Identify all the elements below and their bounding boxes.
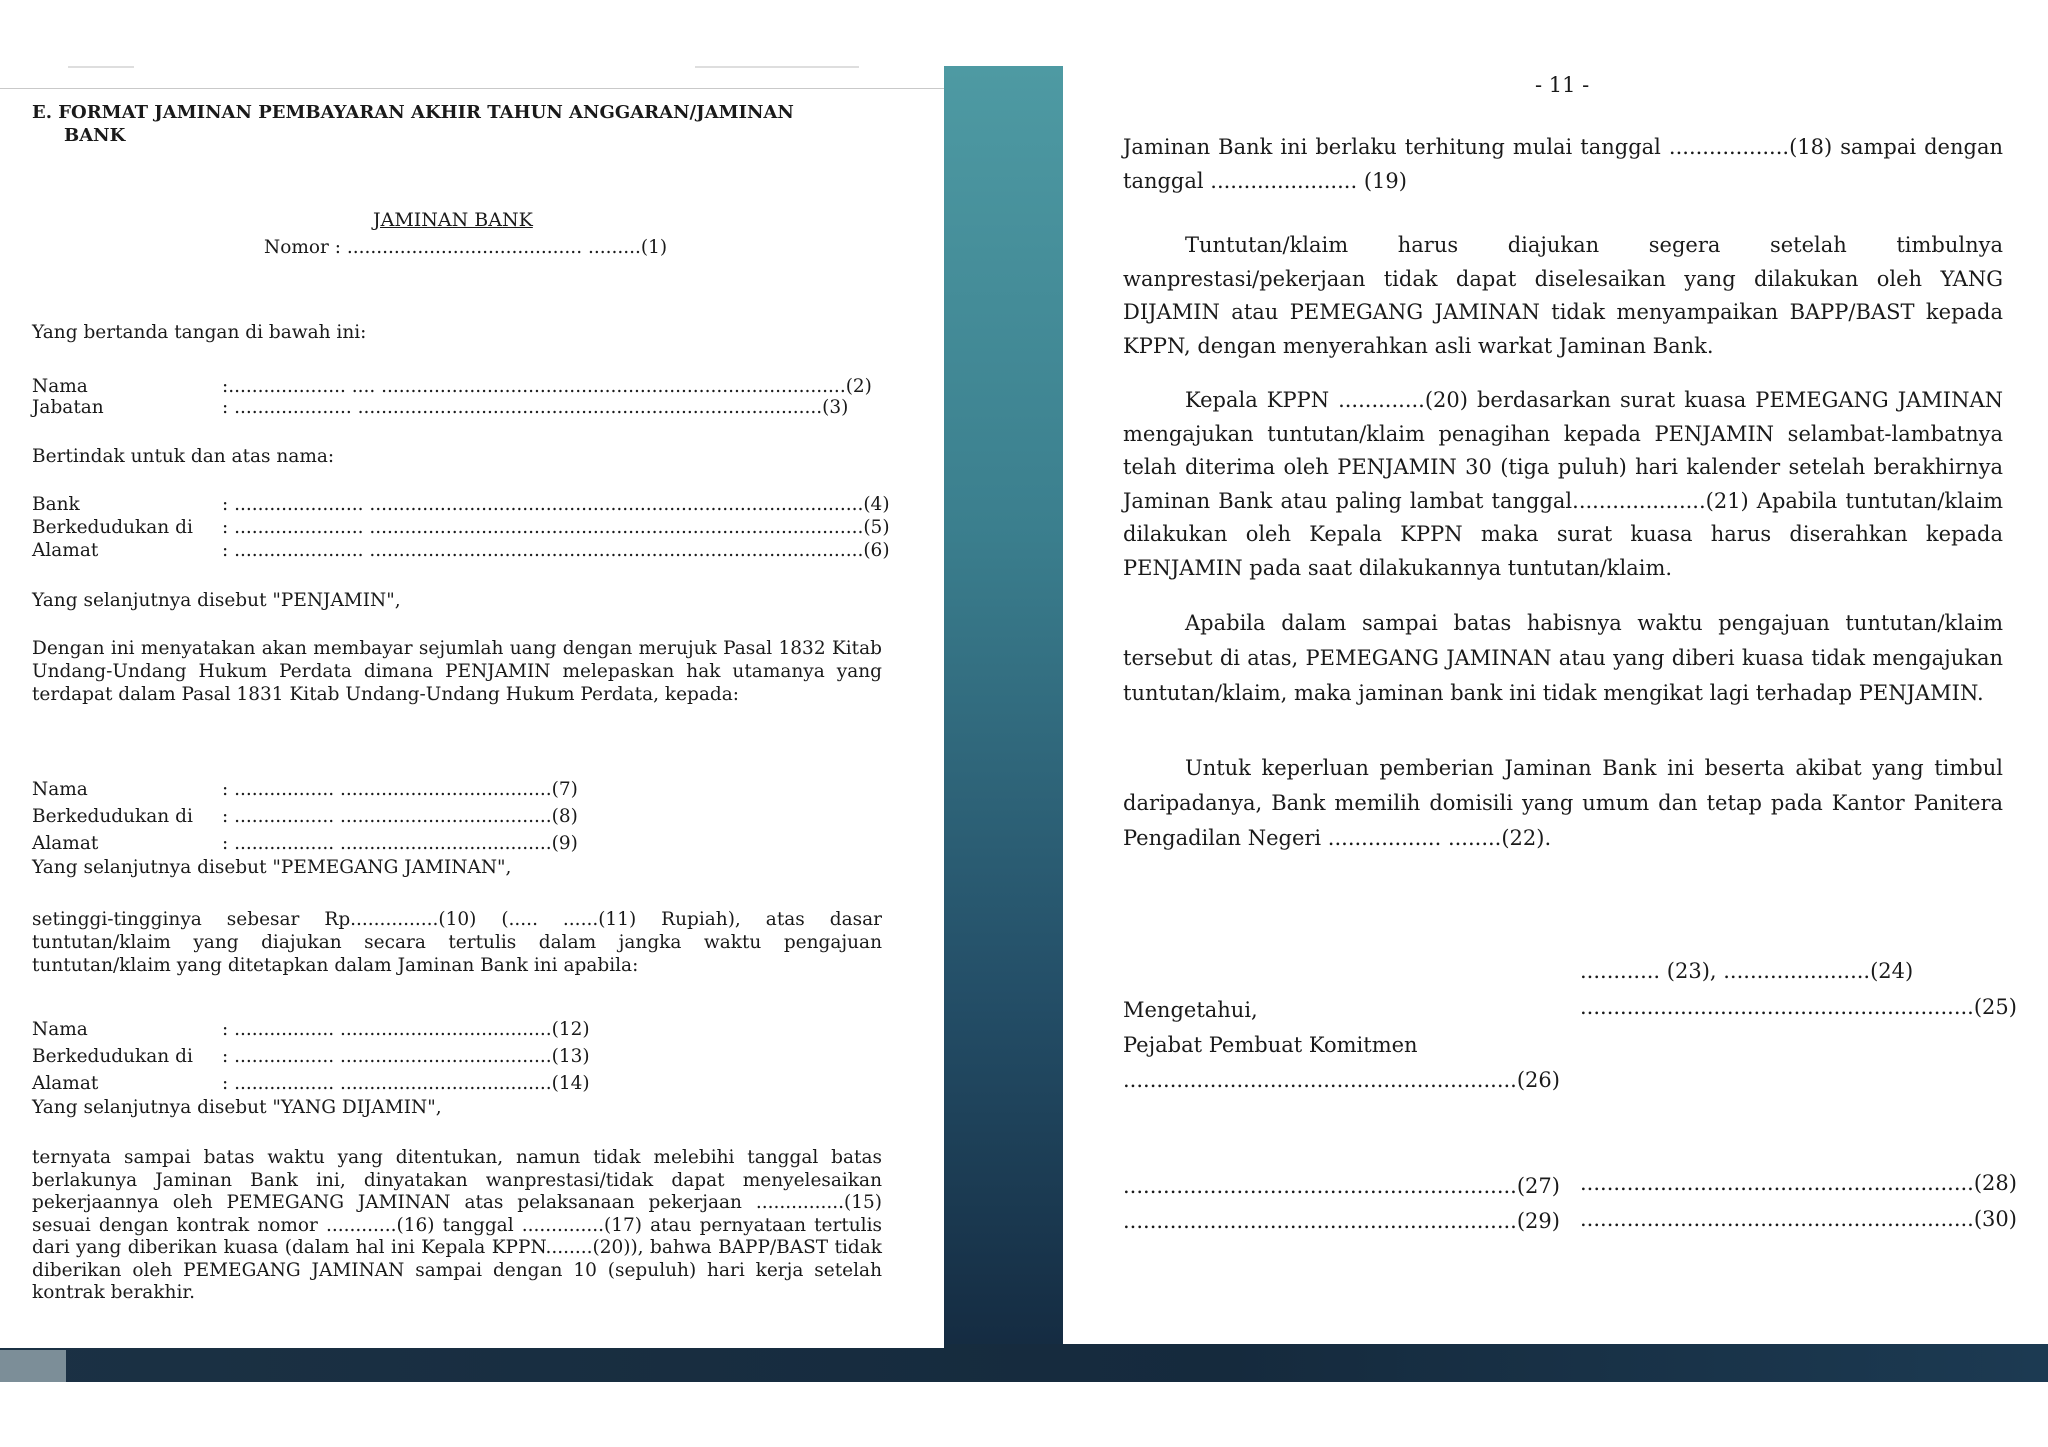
signature-line-26: ...........................................................(26) [1123, 1068, 1560, 1092]
amount-clause: setinggi-tingginya sebesar Rp...............(10) (..... ......(11) Rupiah), atas dasar tuntutan/klaim yang diajukan secara tertulis dalam jangka waktu pengajuan tuntutan/klaim yang ditetapkan dalam Jaminan Bank ini apabila: [32, 909, 882, 976]
field-value: :.................... .... ...............................................................................(2) [222, 376, 872, 397]
signature-line-27: ...........................................................(27) [1123, 1174, 1560, 1198]
section-heading: E. FORMAT JAMINAN PEMBAYARAN AKHIR TAHUN ANGGARAN/JAMINAN [32, 102, 794, 123]
condition-clause: ternyata sampai batas waktu yang ditentukan, namun tidak melebihi tanggal batas berlakunya Jaminan Bank ini, dinyatakan wanprestasi/tidak dapat menyelesaikan pekerjaannya oleh PEMEGANG JAMINAN atas pelaksanaan pekerjaan ...............(15) sesuai dengan kontrak nomor ............(16) tanggal ..............(17) atau pernyataan tertulis dari yang diberikan kuasa (dalam hal ini Kepala KPPN........(20)), bahwa BAPP/BAST tidak diberikan oleh PEMEGANG JAMINAN sampai dengan 10 (sepuluh) hari kerja setelah kontrak berakhir. [32, 1147, 882, 1303]
nomor-line: Nomor : ........................................ .........(1) [264, 237, 668, 258]
guaranteed-note: Yang selanjutnya disebut "YANG DIJAMIN", [32, 1097, 442, 1118]
field-value: : ................. ....................................(14) [222, 1073, 590, 1094]
page-number: - 11 - [1535, 73, 1590, 97]
field-label: Bank [32, 494, 80, 515]
field-value: : ................. ....................................(13) [222, 1046, 590, 1067]
official-title: Pejabat Pembuat Komitmen [1123, 1033, 1418, 1057]
field-label: Alamat [32, 833, 99, 854]
signature-line-29: ...........................................................(29) [1123, 1209, 1560, 1233]
field-value: : ................. ....................................(8) [222, 806, 578, 827]
signature-line-28: ...........................................................(28) [1580, 1171, 2017, 1195]
field-value: : ................. ....................................(12) [222, 1019, 590, 1040]
acknowledged-label: Mengetahui, [1123, 998, 1258, 1022]
slide-bottom-margin [0, 1382, 2048, 1447]
place-date-line: ............ (23), ......................(24) [1580, 959, 1914, 983]
validity-paragraph: Jaminan Bank ini berlaku terhitung mulai tanggal ..................(18) sampai dengan tanggal ...................... (19) [1123, 135, 2003, 193]
holder-note: Yang selanjutnya disebut "PEMEGANG JAMINAN", [32, 857, 512, 878]
slide-footer-band [0, 1344, 2048, 1382]
page-top-mark [695, 66, 859, 68]
field-value: : .................... ...............................................................................(3) [222, 397, 849, 418]
footer-accent-block [0, 1350, 66, 1382]
field-value: : ...................... ....................................................................................(6) [222, 540, 890, 561]
intro-text: Yang bertanda tangan di bawah ini: [32, 322, 367, 343]
declaration-paragraph: Dengan ini menyatakan akan membayar sejumlah uang dengan merujuk Pasal 1832 Kitab Undang-Undang Hukum Perdata dimana PENJAMIN melepaskan hak utamanya yang terdapat dalam Pasal 1831 Kitab Undang-Undang Hukum Perdata, kepada: [32, 638, 882, 705]
field-label: Nama [32, 376, 88, 397]
field-label: Berkedudukan di [32, 806, 193, 827]
signature-line-30: ...........................................................(30) [1580, 1207, 2017, 1231]
field-value: : ................. ....................................(7) [222, 779, 578, 800]
document-page-right [1063, 66, 2048, 1344]
section-heading-cont: BANK [64, 125, 126, 146]
page-top-rule [0, 88, 944, 89]
field-label: Jabatan [32, 397, 104, 418]
kppn-paragraph: Kepala KPPN .............(20) berdasarkan surat kuasa PEMEGANG JAMINAN mengajukan tuntutan/klaim penagihan kepada PENJAMIN selambat-lambatnya telah diterima oleh PENJAMIN 30 (tiga puluh) hari kalender setelah berakhirnya Jaminan Bank atau paling lambat tanggal....................(21) Apabila tuntutan/klaim dilakukan oleh Kepala KPPN maka surat kuasa harus diserahkan kepada PENJAMIN pada saat dilakukannya tuntutan/klaim. [1123, 388, 2003, 580]
field-label: Alamat [32, 1073, 99, 1094]
expiry-paragraph: Apabila dalam sampai batas habisnya waktu pengajuan tuntutan/klaim tersebut di atas, PEMEGANG JAMINAN atau yang diberi kuasa tidak mengajukan tuntutan/klaim, maka jaminan bank ini tidak mengikat lagi terhadap PENJAMIN. [1123, 611, 2003, 705]
document-page-left [0, 66, 944, 1348]
acting-for-text: Bertindak untuk dan atas nama: [32, 446, 335, 467]
field-label: Nama [32, 779, 88, 800]
field-label: Berkedudukan di [32, 1046, 193, 1067]
field-label: Alamat [32, 540, 99, 561]
page-top-mark [68, 66, 134, 68]
field-value: : ................. ....................................(9) [222, 833, 578, 854]
field-value: : ...................... ....................................................................................(4) [222, 494, 890, 515]
field-label: Berkedudukan di [32, 517, 193, 538]
signature-line-25: ...........................................................(25) [1580, 995, 2017, 1019]
penjamin-note: Yang selanjutnya disebut "PENJAMIN", [32, 590, 401, 611]
document-title: JAMINAN BANK [373, 209, 533, 231]
field-label: Nama [32, 1019, 88, 1040]
field-value: : ...................... ....................................................................................(5) [222, 517, 890, 538]
claim-paragraph: Tuntutan/klaim harus diajukan segera setelah timbulnya wanprestasi/pekerjaan tidak dapat diselesaikan yang dilakukan oleh YANG DIJAMIN atau PEMEGANG JAMINAN tidak menyampaikan BAPP/BAST kepada KPPN, dengan menyerahkan asli warkat Jaminan Bank. [1123, 233, 2003, 358]
domicile-paragraph: Untuk keperluan pemberian Jaminan Bank ini beserta akibat yang timbul daripadanya, Bank memilih domisili yang umum dan tetap pada Kantor Panitera Pengadilan Negeri ................. ........(22). [1123, 756, 2003, 850]
